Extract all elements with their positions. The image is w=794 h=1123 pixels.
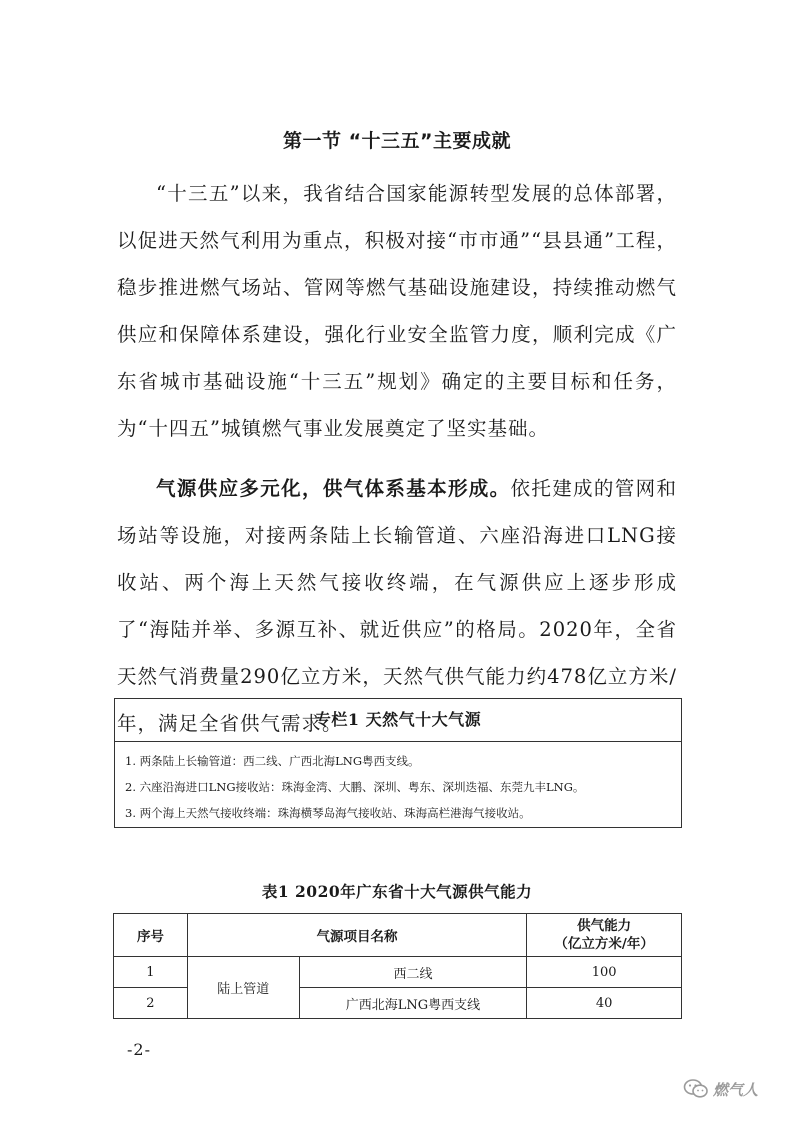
row-capacity: 40 [527,988,682,1019]
header-capacity-line1: 供气能力 [577,918,632,934]
row-capacity: 100 [527,957,682,988]
box-items [115,742,681,826]
table-caption: 表1 2020年广东省十大气源供气能力 [261,882,533,901]
box-item: 3. 两个海上天然气接收终端：珠海横琴岛海气接收站、珠海高栏港海气接收站。 [125,806,531,820]
section-title: 第一节 “十三五”主要成就 [282,130,512,152]
watermark [683,1076,773,1102]
supply-body-text: 依托建成的管网和场站等设施，对接两条陆上长输管道、六座沿海进口LNG接收站、两个海上天然气接收终端，在气源供应上逐步形成了“海陆并举、多源互补、就近供应”的格局。2020年，全省天然气消费量290亿立方米，天然气供气能力约478亿立方米/年，满足全省供气需求。 [117,477,677,735]
row-project: 广西北海LNG粤西支线 [299,988,527,1019]
row-group: 陆上管道 [187,957,299,1019]
wechat-icon [683,1078,709,1100]
box-item: 1. 两条陆上长输管道：西二线、广西北海LNG粤西支线。 [125,754,420,768]
page-number: -2- [127,1040,151,1059]
sidebar-box [114,698,682,828]
watermark-text: 燃气人 [713,1080,759,1099]
header-no: 序号 [114,914,188,957]
table-header-row [114,914,682,957]
box-title: 专栏1 天然气十大气源 [115,699,681,742]
header-capacity [527,914,682,957]
row-project: 西二线 [299,957,527,988]
box-item: 2. 六座沿海进口LNG接收站：珠海金湾、大鹏、深圳、粤东、深圳迭福、东莞九丰LNG。 [125,780,585,794]
intro-paragraph: “十三五”以来，我省结合国家能源转型发展的总体部署，以促进天然气利用为重点，积极对接“市市通”“县县通”工程，稳步推进燃气场站、管网等燃气基础设施建设，持续推动燃气供应和保障体系建设，强化行业安全监管力度，顺利完成《广东省城市基础设施“十三五”规划》确定的主要目标和任务，为“十四五”城镇燃气事业发展奠定了坚实基础。 [117,182,677,440]
row-no: 1 [114,957,188,988]
header-project-name: 气源项目名称 [187,914,526,957]
row-no: 2 [114,988,188,1019]
supply-lead-text: 气源供应多元化，供气体系基本形成。 [156,477,511,500]
header-capacity-line2: （亿立方米/年） [554,936,654,952]
table-row [114,957,682,988]
gas-capacity-table [113,913,682,1019]
